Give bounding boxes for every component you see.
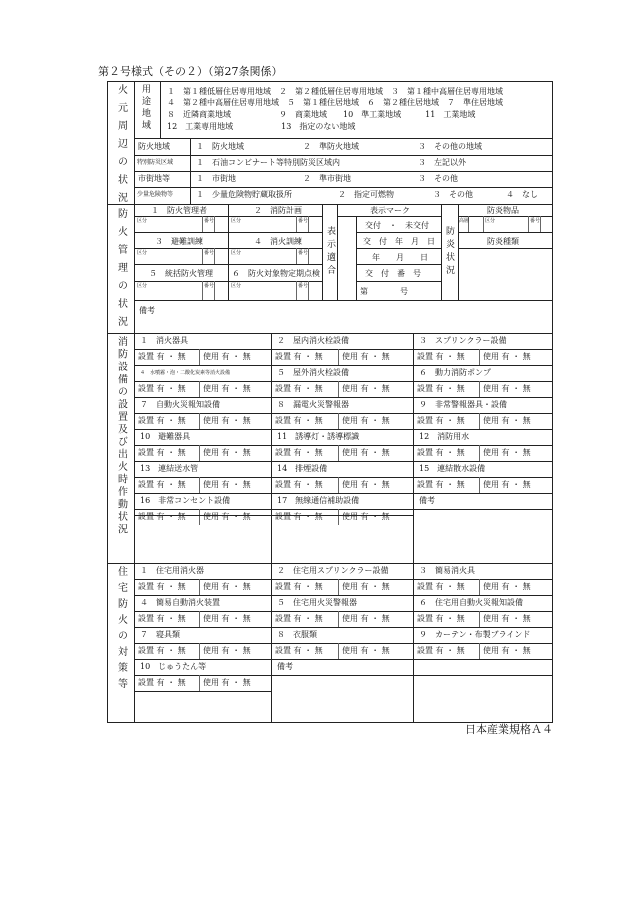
hs-use-3[interactable]: 使用 有 ・ 無 <box>483 582 531 591</box>
ban-label: 番号 <box>298 218 309 224</box>
special-zone-opt-1[interactable]: １ 石油コンビナート等特別防災区域内 <box>196 158 340 167</box>
special-zone-label: 特別防災区域 <box>137 159 174 166</box>
hs-set-6[interactable]: 設置 有 ・ 無 <box>417 614 465 623</box>
hs-item-5: ５ 住宅用火災警報器 <box>277 598 357 607</box>
hazmat-label: 少量危険物等 <box>137 191 174 198</box>
footer-standard: 日本産業規格Ａ４ <box>465 723 553 736</box>
eq-use-14[interactable]: 使用 有 ・ 無 <box>342 480 390 489</box>
ku-label: 区分 <box>231 283 242 289</box>
zoning-line-2: ４ 第２種中高層住居専用地域 ５ 第１種住居地域 ６ 第２種住居地域 ７ 準住居地域 <box>167 98 503 107</box>
zoning-label: 用途地域 <box>140 84 150 132</box>
eq-use-6[interactable]: 使用 有 ・ 無 <box>483 384 531 393</box>
hazmat-opt-3[interactable]: ３ その他 <box>433 190 473 199</box>
hs-item-3: ３ 簡易消火具 <box>419 566 475 575</box>
eq-set-15[interactable]: 設置 有 ・ 無 <box>417 480 465 489</box>
ban-label: 番号 <box>298 250 309 256</box>
hs-use-4[interactable]: 使用 有 ・ 無 <box>203 614 251 623</box>
eq-item-15: 15 連結散水設備 <box>419 464 486 473</box>
hs-set-7[interactable]: 設置 有 ・ 無 <box>138 646 186 655</box>
mark-no: 第 号 <box>360 287 408 296</box>
vlabel-fire-prevention: 防火管理の状況 <box>115 208 127 334</box>
zoning-line-1: １ 第１種低層住居専用地域 ２ 第２種低層住居専用地域 ３ 第１種中高層住居専用地域 <box>167 87 503 96</box>
hs-item-4: ４ 簡易自動消火装置 <box>140 598 220 607</box>
eq-use-10[interactable]: 使用 有 ・ 無 <box>203 448 251 457</box>
hs-use-7[interactable]: 使用 有 ・ 無 <box>203 646 251 655</box>
fp-item-3: ３ 避難訓練 <box>155 237 203 246</box>
eq-use-12[interactable]: 使用 有 ・ 無 <box>483 448 531 457</box>
hs-item-10: 10 じゅうたん等 <box>140 662 207 671</box>
hs-use-10[interactable]: 使用 有 ・ 無 <box>203 678 251 687</box>
eq-set-13[interactable]: 設置 有 ・ 無 <box>138 480 186 489</box>
hs-item-9: ９ カーテン・布製ブラインド <box>419 630 531 639</box>
vlabel-equipment: 消防設備の設置及び出火時作動状況 <box>115 336 127 536</box>
special-zone-opt-3[interactable]: ３ 左記以外 <box>418 158 466 167</box>
eq-set-11[interactable]: 設置 有 ・ 無 <box>275 448 323 457</box>
ban-label: 番号 <box>204 218 215 224</box>
hazmat-opt-2[interactable]: ２ 指定可燃物 <box>338 190 394 199</box>
fire-zone-opt-1[interactable]: １ 防火地域 <box>196 142 244 151</box>
ban-label: 番号 <box>204 250 215 256</box>
eq-remarks: 備考 <box>419 496 435 505</box>
vlabel-housing: 住宅防火の対策等 <box>115 566 127 694</box>
eq-item-14: 14 排煙設備 <box>277 464 328 473</box>
eq-set-3[interactable]: 設置 有 ・ 無 <box>417 352 465 361</box>
hs-set-5[interactable]: 設置 有 ・ 無 <box>275 614 323 623</box>
fp-item-1: １ 防火管理者 <box>151 206 207 215</box>
fire-zone-opt-2[interactable]: ２ 準防火地域 <box>303 142 359 151</box>
eq-set-16[interactable]: 設置 有 ・ 無 <box>138 512 186 521</box>
eq-use-3[interactable]: 使用 有 ・ 無 <box>483 352 531 361</box>
hs-use-1[interactable]: 使用 有 ・ 無 <box>203 582 251 591</box>
eq-item-2: ２ 屋内消火栓設備 <box>277 336 349 345</box>
eq-set-6[interactable]: 設置 有 ・ 無 <box>417 384 465 393</box>
eq-set-1[interactable]: 設置 有 ・ 無 <box>138 352 186 361</box>
hs-set-2[interactable]: 設置 有 ・ 無 <box>275 582 323 591</box>
mark-issue-date: 交 付 年 月 日 <box>363 237 435 246</box>
eq-item-5: ５ 屋外消火栓設備 <box>277 368 349 377</box>
eq-item-6: ６ 動力消防ポンプ <box>419 368 491 377</box>
mark-ym: 年 月 日 <box>372 253 428 262</box>
eq-use-16[interactable]: 使用 有 ・ 無 <box>203 512 251 521</box>
flame-goods: 防炎物品 <box>487 206 519 215</box>
ban-label: 番号 <box>204 283 215 289</box>
eq-use-7[interactable]: 使用 有 ・ 無 <box>203 416 251 425</box>
eq-item-3: ３ スプリンクラー設備 <box>419 336 507 345</box>
eq-use-11[interactable]: 使用 有 ・ 無 <box>342 448 390 457</box>
mark-issued[interactable]: 交付 ・ 未交付 <box>365 221 429 230</box>
hazmat-opt-4[interactable]: ４ なし <box>506 190 538 199</box>
eq-item-4: ４ 水噴霧・泡・二酸化炭素等消火設備 <box>140 370 231 376</box>
eq-use-9[interactable]: 使用 有 ・ 無 <box>483 416 531 425</box>
hs-set-4[interactable]: 設置 有 ・ 無 <box>138 614 186 623</box>
eq-item-7: ７ 自動火災報知設備 <box>140 400 220 409</box>
eq-item-8: ８ 漏電火災警報器 <box>277 400 349 409</box>
hs-set-3[interactable]: 設置 有 ・ 無 <box>417 582 465 591</box>
hs-use-9[interactable]: 使用 有 ・ 無 <box>483 646 531 655</box>
eq-item-12: 12 消防用水 <box>419 432 470 441</box>
ku-label: 区分 <box>137 283 148 289</box>
form-title: 第２号様式（その２）（第27条関係） <box>98 65 283 78</box>
hs-use-5[interactable]: 使用 有 ・ 無 <box>342 614 390 623</box>
eq-use-15[interactable]: 使用 有 ・ 無 <box>483 480 531 489</box>
urban-zone-opt-1[interactable]: １ 市街地 <box>196 174 236 183</box>
eq-item-9: ９ 非常警報器具・設備 <box>419 400 507 409</box>
eq-use-4[interactable]: 使用 有 ・ 無 <box>203 384 251 393</box>
eq-item-11: 11 誘導灯・誘導標識 <box>277 432 360 441</box>
eq-set-4[interactable]: 設置 有 ・ 無 <box>138 384 186 393</box>
eq-use-17[interactable]: 使用 有 ・ 無 <box>342 512 390 521</box>
hs-item-2: ２ 住宅用スプリンクラー設備 <box>277 566 389 575</box>
fp-remarks: 備考 <box>139 306 155 315</box>
mark-title: 表示マーク <box>370 206 410 215</box>
hs-set-1[interactable]: 設置 有 ・ 無 <box>138 582 186 591</box>
eq-use-13[interactable]: 使用 有 ・ 無 <box>203 480 251 489</box>
eq-set-12[interactable]: 設置 有 ・ 無 <box>417 448 465 457</box>
eq-set-2[interactable]: 設置 有 ・ 無 <box>275 352 323 361</box>
vlabel-fire-area: 火元周辺の状況 <box>115 84 127 210</box>
eq-set-17[interactable]: 設置 有 ・ 無 <box>275 512 323 521</box>
fp-item-6: ６ 防火対象物定期点検 <box>232 269 320 278</box>
ban-label: 番号 <box>530 218 541 224</box>
eq-set-9[interactable]: 設置 有 ・ 無 <box>417 416 465 425</box>
zoning-line-3: ８ 近隣商業地域 ９ 商業地域 10 準工業地域 11 工業地域 <box>167 110 476 119</box>
ku-label: 区分 <box>485 218 496 224</box>
fire-zone-opt-3[interactable]: ３ その他の地域 <box>418 142 482 151</box>
zoning-line-4: 12 工業専用地域 13 指定のない地域 <box>167 122 356 131</box>
fire-zone-label: 防火地域 <box>138 142 170 151</box>
hs-use-8[interactable]: 使用 有 ・ 無 <box>342 646 390 655</box>
ku-label: 区分 <box>137 250 148 256</box>
eq-item-17: 17 無線通信補助設備 <box>277 496 360 505</box>
eq-set-5[interactable]: 設置 有 ・ 無 <box>275 384 323 393</box>
fp-item-5: ５ 統括防火管理 <box>149 269 213 278</box>
hs-item-7: ７ 寝具類 <box>140 630 180 639</box>
mark-vert-label: 表示適合 <box>325 226 335 278</box>
eq-use-1[interactable]: 使用 有 ・ 無 <box>203 352 251 361</box>
eq-set-10[interactable]: 設置 有 ・ 無 <box>138 448 186 457</box>
ku-label: 区分 <box>231 250 242 256</box>
ku-label: 区分 <box>231 218 242 224</box>
eq-use-8[interactable]: 使用 有 ・ 無 <box>342 416 390 425</box>
urban-zone-opt-2[interactable]: ２ 準市街地 <box>303 174 351 183</box>
hazmat-opt-1[interactable]: １ 少量危険物貯蔵取扱所 <box>196 190 292 199</box>
fp-item-4: ４ 消火訓練 <box>254 237 302 246</box>
fp-item-2: ２ 消防計画 <box>254 206 302 215</box>
hs-use-2[interactable]: 使用 有 ・ 無 <box>342 582 390 591</box>
eq-item-16: 16 非常コンセント設備 <box>140 496 231 505</box>
hs-set-10[interactable]: 設置 有 ・ 無 <box>138 678 186 687</box>
ban-label: 番号 <box>298 283 309 289</box>
urban-zone-label: 市街地等 <box>138 174 170 183</box>
eq-set-8[interactable]: 設置 有 ・ 無 <box>275 416 323 425</box>
eq-item-10: 10 避難器具 <box>140 432 191 441</box>
ku-label: 区分 <box>137 218 148 224</box>
eq-item-1: １ 消火器具 <box>140 336 188 345</box>
urban-zone-opt-3[interactable]: ３ その他 <box>418 174 458 183</box>
hs-item-1: １ 住宅用消火器 <box>140 566 204 575</box>
hs-item-8: ８ 衣服類 <box>277 630 317 639</box>
eq-use-2[interactable]: 使用 有 ・ 無 <box>342 352 390 361</box>
hs-use-6[interactable]: 使用 有 ・ 無 <box>483 614 531 623</box>
mark-issue-no: 交 付 番 号 <box>365 269 421 278</box>
eq-item-13: 13 連結送水管 <box>140 464 199 473</box>
flame-vert-label: 防炎状況 <box>444 226 454 278</box>
hs-set-9[interactable]: 設置 有 ・ 無 <box>417 646 465 655</box>
kofuku-label: 高層 <box>459 218 470 224</box>
hs-set-8[interactable]: 設置 有 ・ 無 <box>275 646 323 655</box>
eq-use-5[interactable]: 使用 有 ・ 無 <box>342 384 390 393</box>
eq-set-7[interactable]: 設置 有 ・ 無 <box>138 416 186 425</box>
flame-kind: 防炎種類 <box>487 237 519 246</box>
hs-remarks: 備考 <box>277 662 293 671</box>
hs-item-6: ６ 住宅用自動火災報知設備 <box>419 598 523 607</box>
eq-set-14[interactable]: 設置 有 ・ 無 <box>275 480 323 489</box>
